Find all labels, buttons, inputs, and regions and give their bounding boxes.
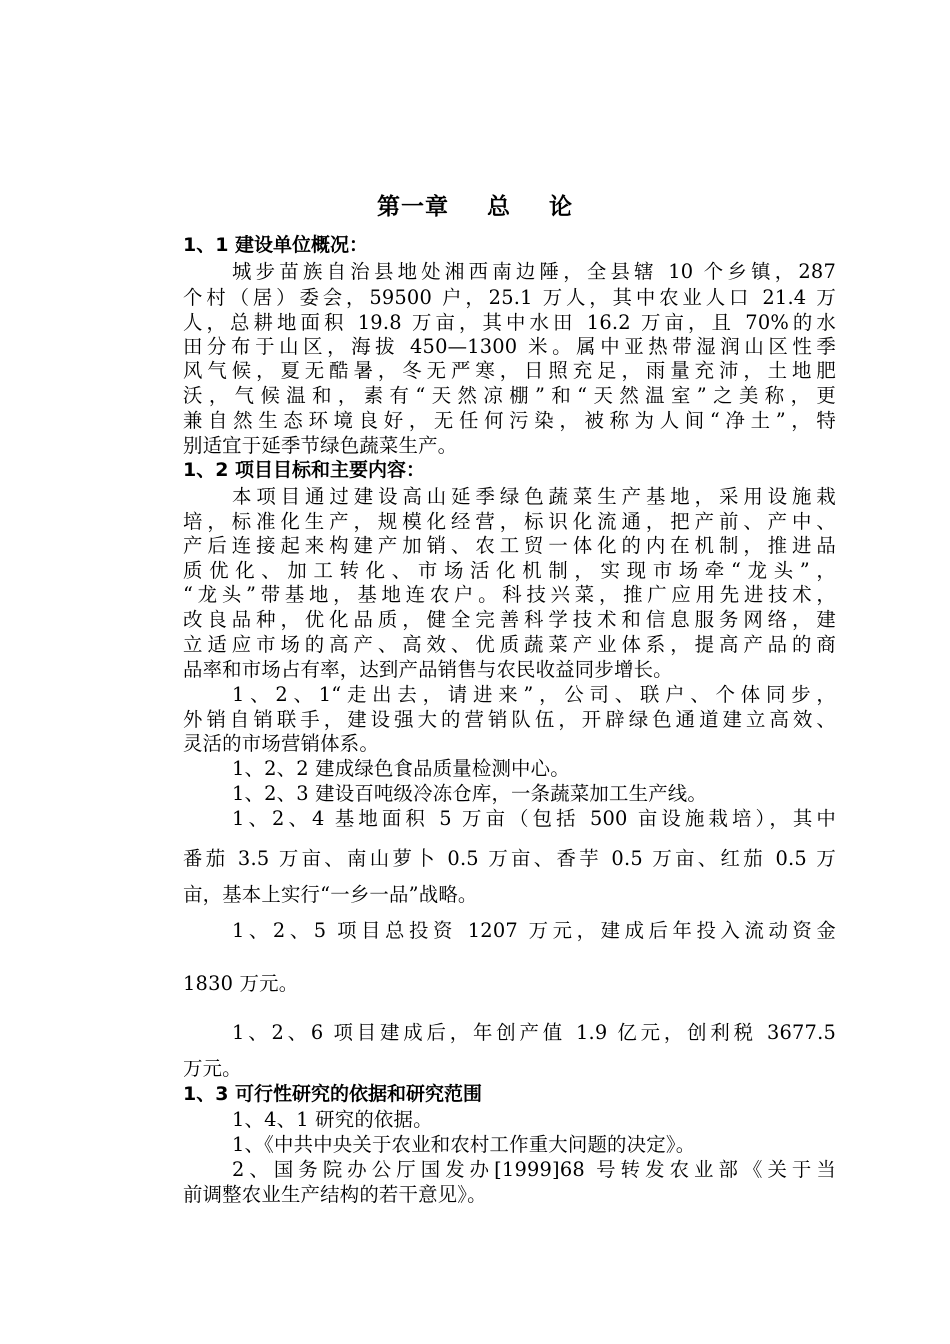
reference-2-line: 前调整农业生产结构的若干意见》。 [183, 1183, 487, 1206]
item-1-2-1-line: 外销自销联手，建设强大的营销队伍，开辟绿色通道建立高效、 [183, 708, 836, 731]
reference-2-line: 2、国务院办公厅国发办[1999]68 号转发农业部《关于当 [232, 1158, 836, 1181]
item-1-2-6-line: 万元。 [183, 1057, 242, 1080]
paragraph-line: 兼自然生态环境良好，无任何污染，被称为人间“净土”，特 [183, 409, 836, 432]
chapter-title-number: 第一章 [377, 194, 449, 220]
paragraph-line: 田分布于山区，海拔 450—1300 米。属中亚热带湿润山区性季 [183, 335, 836, 358]
paragraph-line: 人，总耕地面积 19.8 万亩，其中水田 16.2 万亩，且 70%的水 [183, 311, 836, 334]
paragraph-line: 风气候，夏无酷暑，冬无严寒，日照充足，雨量充沛，土地肥 [183, 359, 836, 382]
item-1-2-4-line: 番茄 3.5 万亩、南山萝卜 0.5 万亩、香芋 0.5 万亩、红茄 0.5 万 [183, 847, 836, 870]
paragraph-line: 本项目通过建设高山延季绿色蔬菜生产基地，采用设施栽 [232, 485, 836, 508]
paragraph-line: 别适宜于延季节绿色蔬菜生产。 [183, 434, 458, 457]
subsection-1-4-1: 1、4、1 研究的依据。 [232, 1108, 433, 1131]
item-1-2-4-line: 亩，基本上实行“一乡一品”战略。 [183, 883, 478, 906]
item-1-2-1-line: 灵活的市场营销体系。 [183, 732, 379, 755]
paragraph-line: 个村（居）委会，59500 户，25.1 万人，其中农业人口 21.4 万 [183, 286, 836, 309]
paragraph-line: 产后连接起来构建产加销、农工贸一体化的内在机制，推进品 [183, 534, 836, 557]
item-1-2-5-line: 1、2、5 项目总投资 1207 万元，建成后年投入流动资金 [232, 919, 836, 942]
chapter-title [0, 190, 950, 224]
paragraph-line: 培，标准化生产，规模化经营，标识化流通，把产前、产中、 [183, 510, 836, 533]
paragraph-line: 立适应市场的高产、高效、优质蔬菜产业体系，提高产品的商 [183, 633, 836, 656]
paragraph-line: “龙头”带基地，基地连农户。科技兴菜，推广应用先进技术， [183, 583, 836, 606]
chapter-title-char-2: 论 [549, 194, 573, 220]
chapter-title-char-1: 总 [487, 194, 511, 220]
paragraph-line: 质优化、加工转化、市场活化机制，实现市场牵“龙头”， [183, 559, 836, 582]
item-1-2-3: 1、2、3 建设百吨级冷冻仓库，一条蔬菜加工生产线。 [232, 782, 707, 805]
item-1-2-1-line: 1、2、1“走出去，请进来”，公司、联户、个体同步， [232, 683, 836, 706]
paragraph-line: 品率和市场占有率，达到产品销售与农民收益同步增长。 [183, 658, 673, 681]
section-heading-1-2: 1、2 项目目标和主要内容： [183, 459, 426, 481]
section-heading-1-1: 1、1 建设单位概况： [183, 234, 369, 256]
item-1-2-2: 1、2、2 建成绿色食品质量检测中心。 [232, 757, 570, 780]
paragraph-line: 城步苗族自治县地处湘西南边陲，全县辖 10 个乡镇，287 [232, 260, 836, 283]
reference-1: 1、《中共中央关于农业和农村工作重大问题的决定》。 [232, 1133, 696, 1156]
item-1-2-6-line: 1、2、6 项目建成后，年创产值 1.9 亿元，创利税 3677.5 [232, 1021, 836, 1044]
item-1-2-4-line: 1、2、4 基地面积 5 万亩（包括 500 亩设施栽培），其中 [232, 807, 836, 830]
item-1-2-5-line: 1830 万元。 [183, 972, 299, 995]
paragraph-line: 沃，气候温和，素有“天然凉棚”和“天然温室”之美称，更 [183, 384, 836, 407]
paragraph-line: 改良品种，优化品质，健全完善科学技术和信息服务网络，建 [183, 608, 836, 631]
section-heading-1-3: 1、3 可行性研究的依据和研究范围 [183, 1083, 483, 1105]
